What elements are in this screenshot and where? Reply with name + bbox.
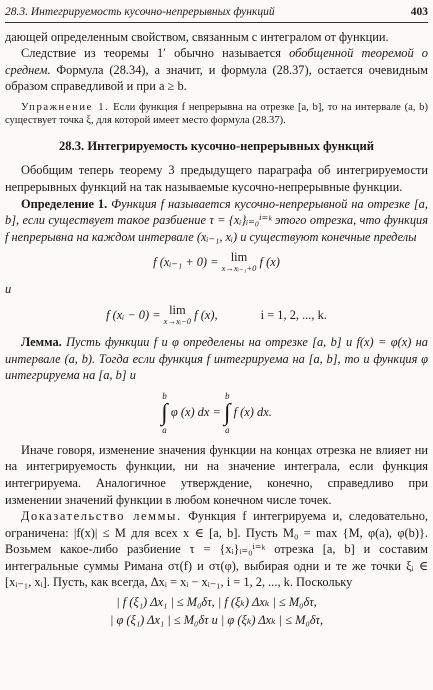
paragraph-remark: Иначе говоря, изменение значения функции на концах отрезка не влияет ни на интегрируемость функции, ни на значение интеграла, если функция интегрируема. Аналогичное утверждение, конечно, справедливо при изменении значений функции в любом конечном числе точек.	[5, 442, 428, 507]
running-title: 28.3. Интегрируемость кусочно-непрерывных функций	[5, 6, 275, 18]
term-mean-value: обобщенной теоремой о среднем	[5, 46, 429, 77]
proof-text: Функция f интегрируема и, следовательно, ограничена: |f(x)| ≤ M для всех x ∈ [a, b]. Пусть M₀ = max {M, φ(a), φ(b)}. Возьмем какое-либо разбиение τ = {xᵢ}ᵢ₌₀ⁱ⁼ᵏ отрезка [a, b] и составим интегральные суммы Римана στ(f) и στ(φ), выбирая одни и те же точки ξᵢ ∈ [xᵢ₋₁, xᵢ]. Пусть, как всегда, Δxᵢ = xᵢ − xᵢ₋₁, i = 1, 2, ..., k. Поскольку	[5, 509, 428, 590]
conjunction: и	[5, 282, 12, 297]
definition-text: Функция f называется кусочно-непрерывной на отрезке [a, b], если существует такое разбиение τ = {xᵢ}ᵢ₌₀ⁱ⁼ᵏ этого отрезка, что функция f непрерывна на каждом интервале (xᵢ₋₁, xᵢ) и существуют конечные пределы	[5, 196, 428, 244]
exercise-paragraph	[5, 101, 428, 128]
exercise-label: Упражнение 1.	[21, 101, 110, 113]
lemma-text: Пусть функции f и φ определены на отрезке [a, b] и f(x) = φ(x) на интервале (a, b). Тогда если функция f интегрируема на [a, b], то и функция φ интегрируема на [a, b] и	[5, 334, 428, 383]
lemma-paragraph	[5, 334, 428, 384]
inequality-phi: | φ (ξ₁) Δx₁ | ≤ M₀δτ и | φ (ξₖ) Δxₖ | ≤ M₀δτ,	[109, 612, 324, 627]
formula-left-limit: f (xᵢ − 0) = lim x→xᵢ−0 f (x), i = 1, 2, ..., k.	[106, 302, 327, 326]
page-number: 403	[410, 6, 428, 18]
integral-sign: ∫	[161, 399, 168, 426]
section-title: 28.3. Интегрируемость кусочно-непрерывных функций	[58, 138, 374, 153]
page-header	[5, 4, 428, 23]
integral-sign: ∫	[223, 399, 231, 426]
formula-right-limit: f (xᵢ₋₁ + 0) = lim x→xᵢ₋₁+0 f (x)	[153, 250, 280, 274]
inequality-f: | f (ξ₁) Δx₁ | ≤ M₀δτ, | f (ξₖ) Δxₖ | ≤ M₀δτ,	[116, 595, 317, 610]
definition-paragraph	[5, 196, 428, 246]
proof-paragraph	[5, 508, 428, 591]
exercise-text: Если функция f непрерывна на отрезке [a, b], то на интервале (a, b) существует точка ξ, для которой имеет место формула (28.37).	[5, 101, 428, 127]
lemma-label: Лемма.	[21, 334, 62, 349]
paragraph-intro: Обобщим теперь теорему 3 предыдущего параграфа об интегрируемости непрерывных функций на так называемые кусочно-непрерывные функции.	[5, 163, 428, 194]
proof-label: Доказательство леммы.	[21, 509, 182, 524]
paragraph-corollary: Следствие из теоремы 1′ обычно называется обобщенной теоремой о среднем. Формула (28.34), а значит, и формула (28.37), остается очевидным образом справедливой и при a ≥ b.	[5, 46, 429, 94]
paragraph-continuation: дающей определенным свойством, связанным с интегралом от функции.	[5, 29, 389, 44]
definition-label: Определение 1.	[21, 196, 108, 211]
formula-integral-equality: b ∫ a φ (x) dx = b ∫ a f (x) dx.	[161, 390, 272, 435]
